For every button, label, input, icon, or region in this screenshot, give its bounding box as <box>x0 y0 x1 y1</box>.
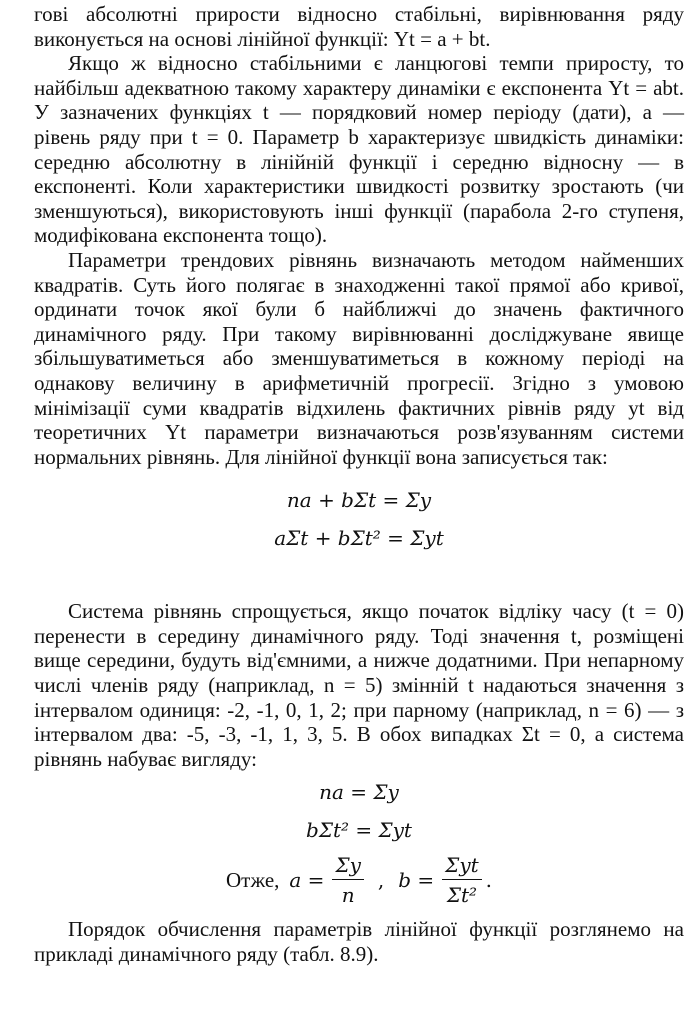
b-denominator: Σt² <box>446 883 478 908</box>
a-numerator: Σy <box>332 853 363 880</box>
normal-equation-1: na + bΣt = Σy <box>286 488 432 513</box>
a-variable: a = <box>289 868 325 893</box>
paragraph-example-reference: Порядок обчислення параметрів лінійної функції розглянемо на прикладі динамічного ряду (табл. 8.9). <box>34 917 684 967</box>
a-denominator: n <box>341 883 355 908</box>
period: . <box>485 868 493 893</box>
parameter-formulas <box>34 849 684 911</box>
paragraph-least-squares: Параметри трендових рівнянь визначають методом найменших квадратів. Суть його полягає в знаходженні такої прямої або кривої, ординати точок якої були б найближчі до значень фактичного динамічного ряду. При такому вирівнюванні досліджуване явище збільшуватиметься або зменшуватиметься в кожному періоді на однакову величину в арифметичній прогресії. Згідно з умовою мінімізації суми квадратів відхилень фактичних рівнів ряду yt від теоретичних Yt параметри визначаються розв'язуванням системи нормальних рівнянь. Для лінійної функції вона записується так: <box>34 247 684 469</box>
b-numerator: Σyt <box>442 853 481 880</box>
simplified-equation-1: na = Σy <box>319 780 399 805</box>
simplified-equation-2: bΣt² = Σyt <box>306 818 412 843</box>
paragraph-linear-function: гові абсолютні прирости відносно стабільні, вирівнювання ряду виконується на основі лінійної функції: Yt = a + bt. <box>34 2 684 51</box>
normal-equation-2: aΣt + bΣt² = Σyt <box>274 526 444 551</box>
paragraph-exponent: Якщо ж відносно стабільними є ланцюгові темпи приросту, то найбільш адекватною такому характеру динаміки є експонента Yt = abt. У зазначених функціях t — порядковий номер періоду (дати), a — рівень ряду при t = 0. Параметр b характеризує швидкість динаміки: середню абсолютну в лінійній функції і середню відносну — в експоненті. Коли характеристики швидкості розвитку зростають (чи зменшуються), використовують інші функції (парабола 2-го ступеня, модифікована експонента тощо). <box>34 51 684 248</box>
a-fraction <box>332 853 363 907</box>
therefore-word: Отже, <box>225 867 280 892</box>
paragraph-simplification: Система рівнянь спрощується, якщо початок відліку часу (t = 0) перенести в середину динамічного ряду. Тоді значення t, розміщені вище середини, будуть від'ємними, а нижче додатними. При непарному числі членів ряду (наприклад, n = 5) змінній t надаються значення з інтервалом одиниця: -2, -1, 0, 1, 2; при парному (наприклад, n = 6) — з інтервалом два: -5, -3, -1, 1, 3, 5. В обох випадках Σt = 0, а система рівнянь набуває вигляду: <box>34 599 684 771</box>
b-fraction <box>442 853 481 907</box>
b-variable: b = <box>398 868 435 893</box>
spacer <box>34 549 684 599</box>
comma-separator: , <box>377 868 385 893</box>
